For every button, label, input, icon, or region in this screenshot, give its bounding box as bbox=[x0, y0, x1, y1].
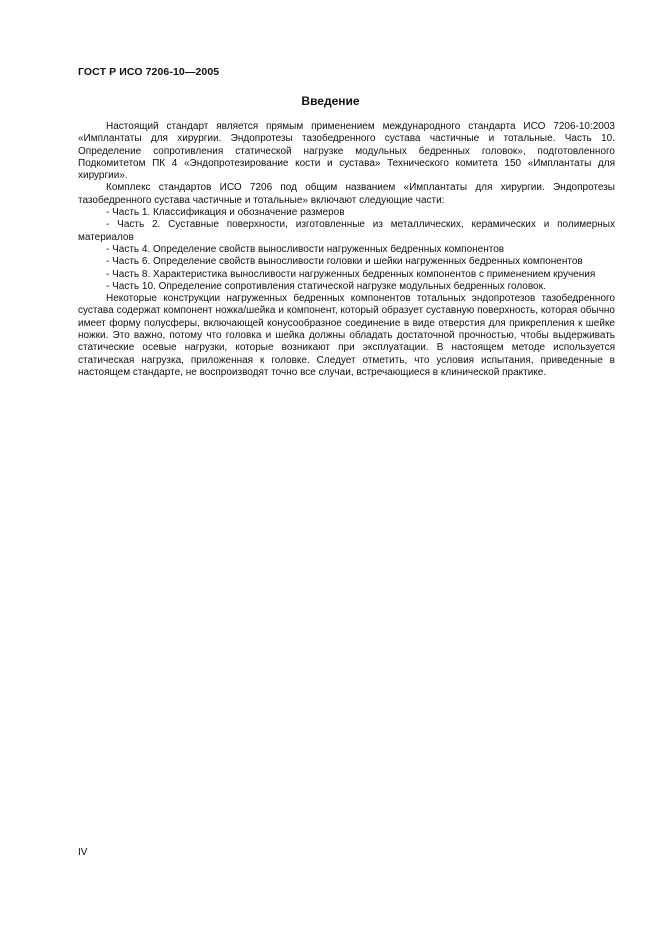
list-item-part-4: - Часть 4. Определение свойств выносливости нагруженных бедренных компонентов bbox=[106, 243, 505, 255]
intro-paragraph-series: Комплекс стандартов ИСО 7206 под общим названием «Имплантаты для хирургии. Эндопротезы тазобедренного сустава частичные и тотальные» включают следующие части: bbox=[78, 182, 615, 206]
list-item-part-8: - Часть 8. Характеристика выносливости нагруженных бедренных компонентов с применением кручения bbox=[106, 268, 596, 280]
intro-paragraph-standard-source: Настоящий стандарт является прямым применением международного стандарта ИСО 7206-10:2003 «Имплантаты для хирургии. Эндопротезы тазобедренного сустава частичные и тотальные. Часть 10. Определение сопротивления статической нагрузке модульных бедренных головок», подготовленного Подкомитетом ПК 4 «Эндопротезирование кости и сустава» Технического комитета 150 «Имплантаты для хирургии». bbox=[78, 121, 615, 182]
document-code-header: ГОСТ Р ИСО 7206-10—2005 bbox=[78, 66, 220, 78]
intro-paragraph-design-notes: Некоторые конструкции нагруженных бедренных компонентов тотальных эндопротезов тазобедренного сустава содержат компонент ножка/шейка и компонент, который образует суставную поверхность, которая обычно имеет форму полусферы, включающей конусообразное соединение в виде отверстия для прикрепления к шейке ножки. Это важно, потому что головка и шейка должны обладать достаточной прочностью, чтобы выдерживать статические осевые нагрузки, которые возникают при эксплуатации. В настоящем методе используется статическая нагрузка, приложенная к головке. Следует отметить, что условия испытания, приведенные в настоящем стандарте, не воспроизводят точно все случаи, встречающиеся в клинической практике. bbox=[78, 293, 615, 378]
section-title: Введение bbox=[301, 94, 360, 108]
list-item-part-1: - Часть 1. Классификация и обозначение размеров bbox=[106, 207, 345, 219]
page-number: IV bbox=[78, 847, 88, 858]
list-item-part-6: - Часть 6. Определение свойств выносливости головки и шейки нагруженных бедренных компонентов bbox=[106, 256, 583, 268]
list-item-part-10: - Часть 10. Определение сопротивления статической нагрузке модульных бедренных головок. bbox=[106, 280, 546, 292]
list-item-part-2: - Часть 2. Суставные поверхности, изготовленные из металлических, керамических и полимерных материалов bbox=[78, 219, 615, 243]
introduction-body bbox=[78, 121, 615, 379]
